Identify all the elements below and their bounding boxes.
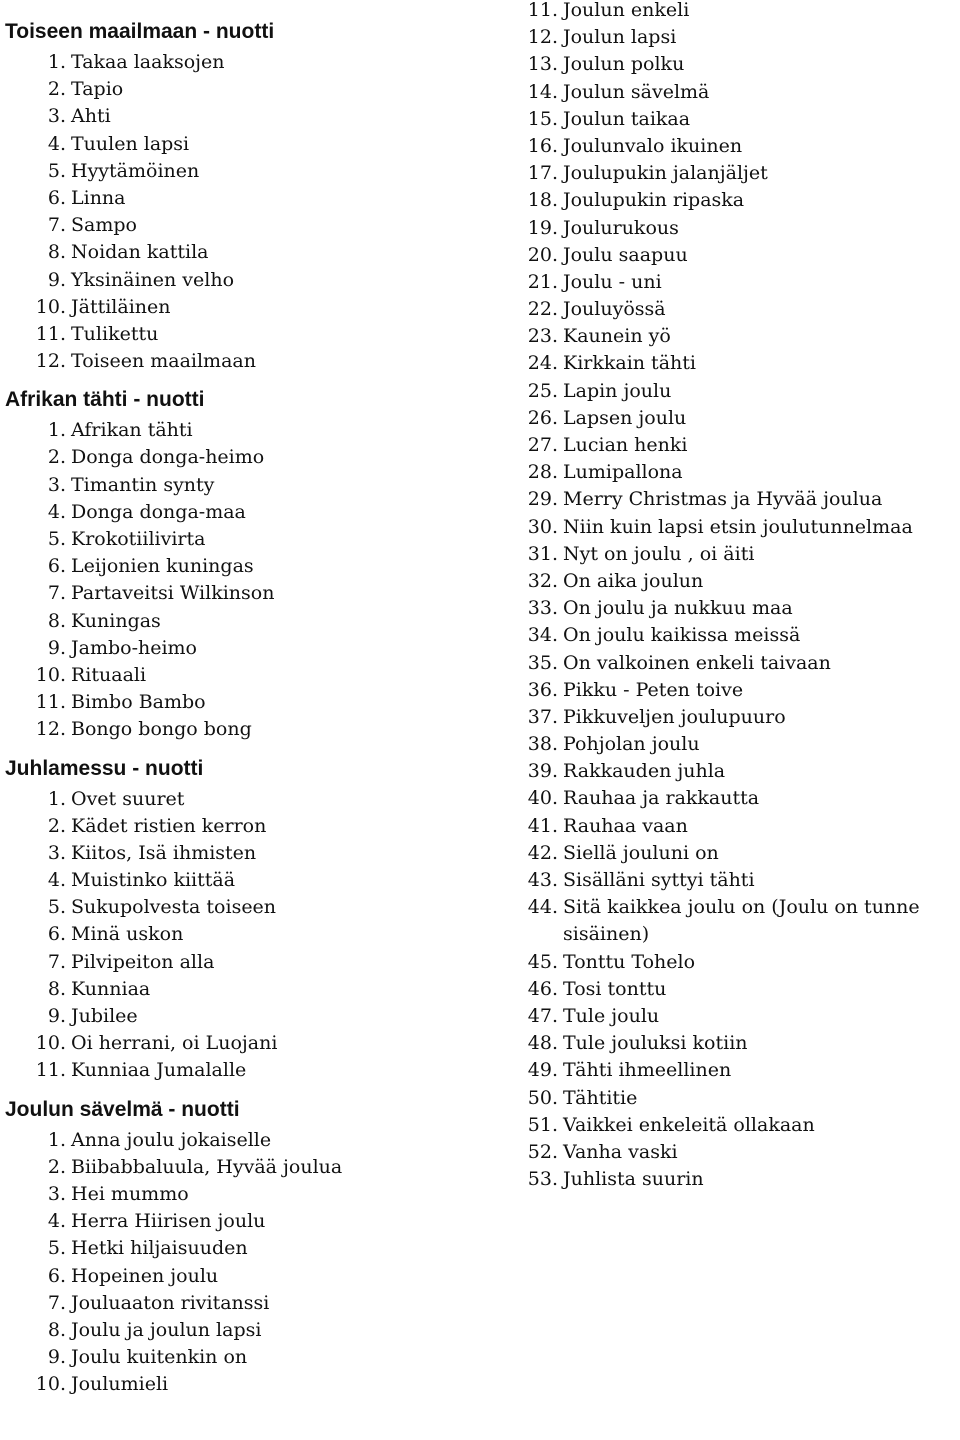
item-number: 12. — [527, 26, 558, 49]
list-item — [527, 867, 960, 894]
item-number: 27. — [527, 434, 558, 456]
item-title: Leijonien kuningas — [71, 555, 254, 578]
list-item — [527, 677, 960, 704]
list-item — [527, 1085, 960, 1112]
item-number: 7. — [47, 582, 66, 605]
item-number: 11. — [527, 0, 558, 21]
list-item — [0, 949, 520, 976]
list-item — [527, 432, 960, 459]
item-title: Kaunein yö — [563, 325, 671, 348]
item-number: 34. — [527, 624, 558, 647]
list-item — [527, 459, 960, 486]
item-number: 5. — [47, 159, 66, 182]
list-item — [0, 49, 520, 76]
item-number: 12. — [35, 350, 66, 373]
item-title: Kunniaa — [71, 977, 151, 1000]
item-title: Joulu kuitenkin on — [71, 1346, 248, 1369]
list-item — [0, 921, 520, 948]
item-title: Rituaali — [71, 663, 147, 686]
item-number: 6. — [47, 923, 66, 946]
list-item — [527, 242, 960, 269]
item-number: 10. — [35, 1032, 66, 1055]
item-number: 4. — [47, 132, 66, 155]
item-number: 4. — [47, 1210, 66, 1233]
section-spacer — [0, 1085, 520, 1093]
list-item — [0, 158, 520, 185]
item-title: Sitä kaikkea joulu on (Joulu on tunne sisäinen) — [563, 896, 920, 946]
item-title: Pikku - Peten toive — [563, 678, 744, 701]
list-item — [527, 514, 960, 541]
list-item — [0, 239, 520, 266]
list-item — [527, 976, 960, 1003]
item-number: 37. — [527, 705, 558, 728]
item-number: 46. — [527, 977, 558, 1000]
item-title: Sukupolvesta toiseen — [71, 896, 277, 919]
list-item — [527, 595, 960, 622]
song-list — [0, 417, 520, 743]
item-title: Joulunvalo ikuinen — [563, 134, 743, 157]
item-title: Joulumieli — [71, 1373, 169, 1396]
list-item — [0, 294, 520, 321]
list-item — [527, 133, 960, 160]
item-title: Hei mummo — [71, 1182, 189, 1205]
list-item — [0, 1030, 520, 1057]
item-number: 8. — [47, 241, 66, 264]
item-number: 9. — [47, 268, 66, 291]
list-item — [0, 444, 520, 471]
list-item — [0, 976, 520, 1003]
section-heading: Toiseen maailmaan - nuotti — [5, 20, 275, 43]
item-number: 6. — [47, 555, 66, 578]
item-number: 5. — [47, 1237, 66, 1260]
section-heading: Juhlamessu - nuotti — [5, 756, 204, 780]
item-number: 7. — [47, 950, 66, 973]
continued-song-list — [527, 0, 960, 1193]
item-number: 19. — [527, 216, 558, 239]
item-number: 32. — [527, 569, 558, 592]
item-title: Jubilee — [71, 1005, 138, 1027]
item-number: 9. — [47, 1005, 66, 1027]
item-title: Joulun polku — [563, 53, 685, 76]
section-spacer — [0, 375, 520, 383]
list-item — [527, 1112, 960, 1139]
item-title: Lapsen joulu — [563, 406, 687, 429]
item-title: Tosi tonttu — [563, 977, 667, 1000]
item-number: 2. — [47, 814, 66, 837]
list-item — [527, 704, 960, 731]
item-title: Tähtitie — [563, 1086, 638, 1109]
list-item — [0, 1181, 520, 1208]
item-number: 30. — [527, 515, 558, 538]
item-number: 4. — [47, 869, 66, 892]
item-number: 8. — [47, 609, 66, 632]
list-item — [527, 1057, 960, 1084]
list-item — [0, 867, 520, 894]
list-item — [0, 662, 520, 689]
item-title: Takaa laaksojen — [71, 51, 225, 73]
list-item — [0, 894, 520, 921]
item-number: 11. — [35, 322, 66, 345]
item-title: Kiitos, Isä ihmisten — [71, 841, 257, 864]
list-item — [527, 51, 960, 78]
list-item — [0, 716, 520, 743]
list-item — [527, 840, 960, 867]
item-number: 29. — [527, 488, 558, 511]
item-title: Jouluyössä — [563, 298, 666, 321]
list-item — [0, 103, 520, 130]
item-title: Joulupukin jalanjäljet — [563, 162, 768, 185]
item-title: Tonttu Tohelo — [563, 950, 696, 973]
item-number: 17. — [527, 162, 558, 185]
item-title: Joulun sävelmä — [563, 80, 710, 103]
item-number: 21. — [527, 270, 558, 293]
item-number: 15. — [527, 107, 558, 130]
item-title: Donga donga-maa — [71, 500, 246, 523]
list-item — [527, 296, 960, 323]
item-title: Noidan kattila — [71, 241, 209, 264]
item-number: 1. — [47, 787, 66, 810]
item-number: 3. — [47, 473, 66, 496]
item-title: Nyt on joulu , oi äiti — [563, 542, 755, 565]
item-number: 28. — [527, 461, 558, 484]
list-item — [0, 131, 520, 158]
item-title: Vanha vaski — [563, 1140, 678, 1163]
item-title: Hetki hiljaisuuden — [71, 1237, 248, 1260]
item-title: Jambo-heimo — [71, 636, 197, 659]
list-item — [527, 106, 960, 133]
item-number: 4. — [47, 500, 66, 523]
item-number: 3. — [47, 841, 66, 864]
item-title: Kirkkain tähti — [563, 352, 696, 375]
item-number: 36. — [527, 678, 558, 701]
item-number: 25. — [527, 379, 558, 402]
item-title: Partaveitsi Wilkinson — [71, 582, 275, 605]
item-title: Vaikkei enkeleitä ollakaan — [563, 1113, 815, 1136]
item-number: 10. — [35, 663, 66, 686]
list-item — [0, 689, 520, 716]
list-item — [527, 894, 960, 948]
item-number: 52. — [527, 1140, 558, 1163]
item-number: 2. — [47, 78, 66, 101]
item-title: Krokotiilivirta — [71, 528, 206, 550]
list-item — [527, 187, 960, 214]
item-number: 7. — [47, 214, 66, 237]
left-column — [0, 15, 520, 1398]
item-title: On joulu ja nukkuu maa — [563, 597, 793, 620]
item-title: Ahti — [71, 105, 111, 128]
item-title: Joulu - uni — [563, 270, 662, 293]
item-title: Tule joulu — [563, 1004, 660, 1027]
list-item — [0, 608, 520, 635]
item-title: Tuulen lapsi — [71, 132, 190, 155]
item-title: Siellä jouluni on — [563, 841, 719, 864]
item-number: 51. — [527, 1113, 558, 1136]
item-title: Joulupukin ripaska — [563, 189, 745, 212]
list-item — [527, 541, 960, 568]
item-number: 1. — [47, 1128, 66, 1151]
item-title: Merry Christmas ja Hyvää joulua — [563, 488, 883, 511]
item-title: On valkoinen enkeli taivaan — [563, 651, 831, 674]
item-title: Sisälläni syttyi tähti — [563, 869, 755, 891]
list-item — [0, 1154, 520, 1181]
item-title: Kädet ristien kerron — [71, 814, 267, 837]
list-item — [0, 212, 520, 239]
item-title: Lucian henki — [563, 434, 688, 456]
item-number: 6. — [47, 1264, 66, 1287]
list-item — [0, 1344, 520, 1371]
item-number: 14. — [527, 80, 558, 103]
right-column — [527, 0, 960, 1193]
list-item — [527, 1139, 960, 1166]
item-title: Joulu ja joulun lapsi — [71, 1318, 262, 1341]
list-item — [527, 731, 960, 758]
item-title: Oi herrani, oi Luojani — [71, 1032, 278, 1055]
list-item — [0, 526, 520, 553]
list-item — [527, 0, 960, 24]
item-number: 41. — [527, 814, 558, 837]
list-item — [0, 1317, 520, 1344]
item-number: 24. — [527, 352, 558, 375]
item-title: Joulu saapuu — [563, 243, 688, 266]
item-title: Timantin synty — [71, 473, 215, 496]
item-title: Afrikan tähti — [71, 419, 193, 442]
item-number: 26. — [527, 406, 558, 429]
item-number: 45. — [527, 950, 558, 973]
item-number: 6. — [47, 186, 66, 209]
list-item — [0, 1127, 520, 1154]
item-title: Hyytämöinen — [71, 159, 200, 182]
list-item — [527, 813, 960, 840]
item-title: Bongo bongo bong — [71, 718, 252, 741]
item-title: Tule jouluksi kotiin — [563, 1032, 748, 1055]
item-number: 5. — [47, 528, 66, 550]
item-number: 47. — [527, 1004, 558, 1027]
item-title: Bimbo Bambo — [71, 691, 206, 714]
list-item — [0, 321, 520, 348]
list-item — [527, 160, 960, 187]
list-item — [0, 1003, 520, 1030]
item-number: 18. — [527, 189, 558, 212]
item-title: Joulun taikaa — [563, 107, 691, 130]
item-title: Sampo — [71, 214, 137, 237]
item-title: Ovet suuret — [71, 787, 185, 810]
item-title: Biibabbaluula, Hyvää joulua — [71, 1155, 343, 1178]
list-item — [527, 269, 960, 296]
list-item — [0, 76, 520, 103]
item-number: 16. — [527, 134, 558, 157]
item-title: Muistinko kiittää — [71, 869, 236, 892]
list-item — [527, 486, 960, 513]
list-item — [0, 840, 520, 867]
list-item — [0, 1290, 520, 1317]
item-title: Rakkauden juhla — [563, 760, 726, 783]
item-title: Pikkuveljen joulupuuro — [563, 705, 786, 728]
item-title: Joulun lapsi — [563, 26, 677, 49]
item-number: 5. — [47, 896, 66, 919]
item-title: Rauhaa ja rakkautta — [563, 787, 760, 810]
list-item — [527, 568, 960, 595]
item-number: 7. — [47, 1291, 66, 1314]
item-title: Hopeinen joulu — [71, 1264, 219, 1287]
item-number: 10. — [35, 295, 66, 318]
item-number: 22. — [527, 298, 558, 321]
item-number: 35. — [527, 651, 558, 674]
list-item — [0, 580, 520, 607]
item-title: Jättiläinen — [71, 295, 171, 318]
item-number: 31. — [527, 542, 558, 565]
item-title: Herra Hiirisen joulu — [71, 1210, 266, 1233]
item-title: Pohjolan joulu — [563, 733, 700, 756]
section-heading: Afrikan tähti - nuotti — [5, 388, 205, 412]
list-item — [0, 553, 520, 580]
item-number: 40. — [527, 787, 558, 810]
item-title: Minä uskon — [71, 923, 184, 946]
item-title: Donga donga-heimo — [71, 446, 265, 469]
list-item — [527, 650, 960, 677]
list-item — [527, 350, 960, 377]
list-item — [527, 1003, 960, 1030]
list-item — [0, 1057, 520, 1084]
item-number: 48. — [527, 1032, 558, 1055]
item-number: 9. — [47, 1346, 66, 1369]
item-title: Jouluaaton rivitanssi — [71, 1291, 270, 1314]
item-number: 23. — [527, 325, 558, 348]
item-title: Kunniaa Jumalalle — [71, 1059, 247, 1082]
item-number: 10. — [35, 1373, 66, 1396]
item-number: 8. — [47, 1318, 66, 1341]
list-item — [0, 786, 520, 813]
item-title: Lumipallona — [563, 461, 683, 484]
item-number: 38. — [527, 733, 558, 756]
item-title: Tulikettu — [71, 322, 159, 345]
item-number: 9. — [47, 636, 66, 659]
list-item — [527, 323, 960, 350]
list-item — [0, 417, 520, 444]
list-item — [0, 499, 520, 526]
list-item — [0, 1208, 520, 1235]
item-number: 53. — [527, 1168, 558, 1191]
item-number: 43. — [527, 869, 558, 891]
section-spacer — [0, 744, 520, 752]
list-item — [0, 1371, 520, 1398]
item-title: Pilvipeiton alla — [71, 950, 215, 973]
section-heading: Joulun sävelmä - nuotti — [5, 1097, 240, 1121]
list-item — [0, 1235, 520, 1262]
list-item — [0, 185, 520, 212]
item-number: 44. — [527, 896, 558, 919]
list-item — [527, 785, 960, 812]
item-number: 50. — [527, 1086, 558, 1109]
song-list — [0, 1127, 520, 1399]
item-title: Juhlista suurin — [563, 1168, 704, 1191]
item-number: 2. — [47, 1155, 66, 1178]
item-number: 20. — [527, 243, 558, 266]
item-number: 39. — [527, 760, 558, 783]
item-number: 49. — [527, 1059, 558, 1082]
item-number: 12. — [35, 718, 66, 741]
list-item — [527, 1166, 960, 1193]
item-title: Kuningas — [71, 609, 161, 632]
item-title: Linna — [71, 186, 126, 209]
list-item — [0, 813, 520, 840]
item-title: Niin kuin lapsi etsin joulutunnelmaa — [563, 515, 913, 538]
list-item — [0, 348, 520, 375]
item-number: 2. — [47, 446, 66, 469]
item-number: 1. — [47, 419, 66, 442]
list-item — [527, 758, 960, 785]
item-title: Rauhaa vaan — [563, 814, 688, 837]
item-title: Joulun enkeli — [563, 0, 690, 21]
list-item — [527, 378, 960, 405]
list-item — [0, 267, 520, 294]
item-number: 3. — [47, 1182, 66, 1205]
item-number: 3. — [47, 105, 66, 128]
item-number: 13. — [527, 53, 558, 76]
item-number: 8. — [47, 977, 66, 1000]
song-list — [0, 786, 520, 1085]
item-title: Yksinäinen velho — [71, 268, 235, 291]
item-number: 42. — [527, 841, 558, 864]
item-title: Lapin joulu — [563, 379, 672, 402]
item-title: On aika joulun — [563, 569, 704, 592]
list-item — [0, 472, 520, 499]
item-title: Tähti ihmeellinen — [563, 1059, 732, 1082]
list-item — [0, 1263, 520, 1290]
list-item — [527, 79, 960, 106]
item-number: 11. — [35, 1059, 66, 1082]
item-title: Toiseen maailmaan — [71, 350, 256, 373]
list-item — [527, 405, 960, 432]
list-item — [527, 622, 960, 649]
item-number: 33. — [527, 597, 558, 620]
item-title: Tapio — [71, 78, 124, 101]
list-item — [527, 1030, 960, 1057]
item-number: 11. — [35, 691, 66, 714]
list-item — [527, 949, 960, 976]
item-title: On joulu kaikissa meissä — [563, 624, 801, 647]
item-title: Anna joulu jokaiselle — [71, 1128, 272, 1151]
item-number: 1. — [47, 51, 66, 73]
list-item — [0, 635, 520, 662]
list-item — [527, 215, 960, 242]
song-list — [0, 49, 520, 375]
item-title: Joulurukous — [563, 216, 679, 239]
list-item — [527, 24, 960, 51]
